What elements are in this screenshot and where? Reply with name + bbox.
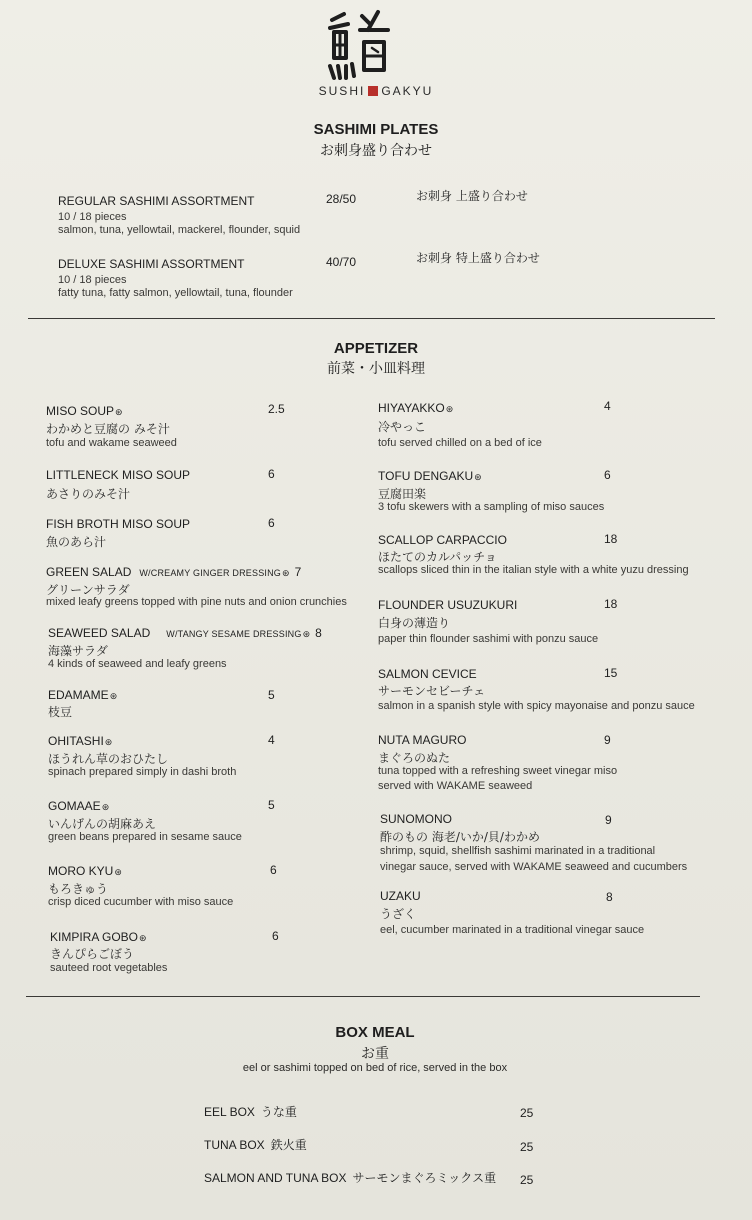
- item-price: 8: [315, 626, 322, 640]
- item-name-jp: うな重: [260, 1105, 297, 1119]
- item-name-jp: ほうれん草のおひたし: [48, 752, 169, 766]
- item-price: 6: [270, 863, 277, 877]
- brand-name-left: SUSHI: [318, 84, 366, 98]
- vegetarian-icon: ⊛: [282, 568, 290, 578]
- item-name: OHITASHI⊛: [48, 734, 113, 748]
- item-name: MORO KYU⊛: [48, 864, 122, 878]
- item-desc: tuna topped with a refreshing sweet vinegar miso: [378, 765, 618, 777]
- item-desc: tofu and wakame seaweed: [46, 437, 177, 449]
- item-name: NUTA MAGURO: [378, 733, 467, 747]
- item-name: MISO SOUP⊛: [46, 404, 123, 418]
- item-price: 5: [268, 798, 275, 812]
- item-name: LITTLENECK MISO SOUP: [46, 468, 191, 482]
- item-name: UZAKU: [380, 889, 421, 903]
- item-price: 40/70: [326, 255, 357, 269]
- item-price: 2.5: [268, 402, 285, 416]
- vegetarian-icon: ⊛: [115, 407, 123, 417]
- item-name: SALMON CEVICE: [378, 667, 477, 681]
- item-name-jp: きんぴらごぼう: [50, 947, 135, 961]
- item-name-jp: わかめと豆腐の みそ汁: [46, 422, 170, 436]
- item-name-jp: サーモンセビーチェ: [378, 684, 486, 698]
- item-desc: salmon, tuna, yellowtail, mackerel, flounder, squid: [58, 224, 301, 236]
- vegetarian-icon: ⊛: [114, 867, 122, 877]
- vegetarian-icon: ⊛: [101, 802, 110, 812]
- item-desc: sauteed root vegetables: [50, 962, 168, 974]
- item-name-jp: 枝豆: [48, 705, 73, 719]
- vegetarian-icon: ⊛: [109, 691, 118, 701]
- item-price: 5: [268, 688, 275, 702]
- item-desc: tofu served chilled on a bed of ice: [378, 437, 542, 449]
- item-name-jp: あさりのみそ汁: [46, 487, 131, 501]
- item-price: 6: [268, 467, 275, 481]
- item-price: 18: [604, 532, 618, 546]
- item-name-jp: もろきゅう: [48, 882, 109, 896]
- item-name-jp: 酢のもの 海老/いか/貝/わかめ: [380, 830, 540, 844]
- item-name-jp: 魚のあら汁: [46, 535, 107, 549]
- appetizer-section-title: APPETIZER: [333, 340, 419, 357]
- item-desc: 3 tofu skewers with a sampling of miso sauces: [378, 501, 605, 513]
- item-name: GREEN SALAD W/CREAMY GINGER DRESSING⊛ 7: [46, 565, 302, 579]
- item-price: 28/50: [326, 192, 357, 206]
- brand-name-right: GAKYU: [381, 84, 434, 98]
- item-name-jp: 鉄火重: [270, 1138, 307, 1152]
- item-desc: scallops sliced thin in the italian style with a white yuzu dressing: [378, 564, 689, 576]
- seal-icon: [368, 86, 378, 96]
- item-name-jp: 白身の薄造り: [378, 616, 451, 630]
- item-desc: spinach prepared simply in dashi broth: [48, 766, 237, 778]
- item-name-jp: お刺身 特上盛り合わせ: [416, 251, 540, 265]
- item-desc: paper thin flounder sashimi with ponzu sauce: [378, 633, 599, 645]
- item-pieces: 10 / 18 pieces: [58, 274, 127, 286]
- dressing-note: W/TANGY SESAME DRESSING: [166, 629, 302, 639]
- item-name: EDAMAME⊛: [48, 688, 118, 702]
- item-name: TOFU DENGAKU⊛: [378, 469, 482, 483]
- item-price: 4: [604, 399, 611, 413]
- sashimi-section-title-jp: お刺身盛り合わせ: [320, 143, 432, 159]
- item-name-jp: お刺身 上盛り合わせ: [416, 189, 528, 203]
- item-price: 25: [520, 1106, 534, 1120]
- item-price: 25: [520, 1173, 534, 1187]
- item-desc: 4 kinds of seaweed and leafy greens: [48, 658, 227, 670]
- vegetarian-icon: ⊛: [104, 737, 113, 747]
- item-name: SEAWEED SALAD W/TANGY SESAME DRESSING⊛ 8: [48, 626, 322, 640]
- item-name: DELUXE SASHIMI ASSORTMENT: [58, 257, 245, 271]
- item-name: KIMPIRA GOBO⊛: [50, 930, 147, 944]
- box-section-title: BOX MEAL: [335, 1024, 415, 1041]
- item-name: EEL BOX うな重: [204, 1105, 297, 1119]
- item-name: REGULAR SASHIMI ASSORTMENT: [58, 194, 255, 208]
- item-price: 6: [268, 516, 275, 530]
- item-desc-line2: served with WAKAME seaweed: [378, 780, 533, 792]
- item-name-jp: まぐろのぬた: [378, 751, 451, 765]
- item-name-jp: うざく: [380, 907, 417, 921]
- item-name: TUNA BOX 鉄火重: [204, 1138, 307, 1152]
- item-name: FISH BROTH MISO SOUP: [46, 517, 191, 531]
- vegetarian-icon: ⊛: [139, 933, 147, 943]
- item-price: 4: [268, 733, 275, 747]
- item-price: 6: [604, 468, 611, 482]
- item-price: 15: [604, 666, 618, 680]
- section-divider: [28, 318, 715, 319]
- dressing-note: W/CREAMY GINGER DRESSING: [139, 568, 282, 578]
- item-name-jp: サーモンまぐろミックス重: [352, 1171, 497, 1185]
- item-price: 9: [604, 733, 611, 747]
- item-name: SUNOMONO: [380, 812, 452, 826]
- item-desc-line2: vinegar sauce, served with WAKAME seaweed and cucumbers: [380, 861, 688, 873]
- item-price: 25: [520, 1140, 534, 1154]
- item-name-jp: いんげんの胡麻あえ: [48, 817, 157, 831]
- item-price: 7: [294, 565, 302, 579]
- vegetarian-icon: ⊛: [474, 472, 482, 482]
- item-name: FLOUNDER USUZUKURI: [378, 598, 518, 612]
- item-desc: mixed leafy greens topped with pine nuts and onion crunchies: [46, 596, 347, 608]
- item-name: GOMAAE⊛: [48, 799, 110, 813]
- box-section-desc: eel or sashimi topped on bed of rice, served in the box: [242, 1062, 508, 1074]
- sashimi-section-title: SASHIMI PLATES: [313, 121, 439, 138]
- item-name: HIYAYAKKO⊛: [378, 401, 454, 415]
- item-price: 6: [272, 929, 279, 943]
- item-name-jp: 豆腐田楽: [378, 487, 427, 501]
- item-price: 8: [606, 890, 613, 904]
- item-desc: shrimp, squid, shellfish sashimi marinated in a traditional: [380, 845, 656, 857]
- item-desc: crisp diced cucumber with miso sauce: [48, 896, 234, 908]
- vegetarian-icon: ⊛: [302, 629, 311, 639]
- item-name-jp: グリーンサラダ: [46, 583, 130, 597]
- item-pieces: 10 / 18 pieces: [58, 211, 127, 223]
- item-desc: fatty tuna, fatty salmon, yellowtail, tuna, flounder: [58, 287, 293, 299]
- item-name: SALMON AND TUNA BOX サーモンまぐろミックス重: [204, 1171, 497, 1185]
- box-section-title-jp: お重: [361, 1046, 389, 1062]
- item-desc: salmon in a spanish style with spicy mayonaise and ponzu sauce: [378, 700, 695, 712]
- item-name: SCALLOP CARPACCIO: [378, 533, 507, 547]
- appetizer-section-title-jp: 前菜・小皿料理: [327, 361, 425, 377]
- item-desc: eel, cucumber marinated in a traditional vinegar sauce: [380, 924, 645, 936]
- item-name-jp: 海藻サラダ: [48, 644, 108, 658]
- section-divider: [26, 996, 700, 997]
- item-name-jp: 冷やっこ: [378, 420, 427, 434]
- item-price: 18: [604, 597, 618, 611]
- item-price: 9: [605, 813, 612, 827]
- kanji-logo-icon: [322, 8, 394, 84]
- vegetarian-icon: ⊛: [445, 404, 454, 414]
- item-name-jp: ほたてのカルパッチョ: [378, 550, 497, 564]
- brand-name: [0, 84, 752, 98]
- item-desc: green beans prepared in sesame sauce: [48, 831, 242, 843]
